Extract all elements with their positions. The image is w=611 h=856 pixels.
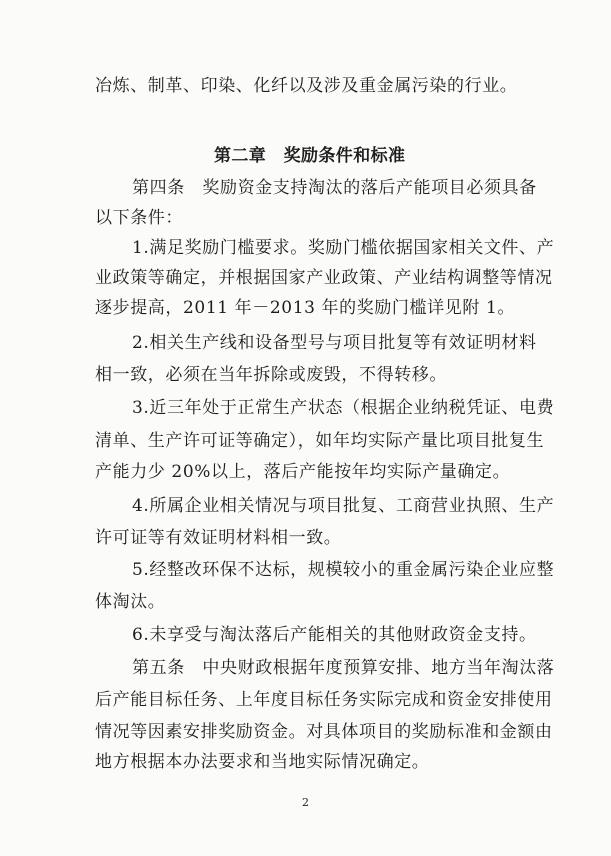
- chapter-heading: 第二章 奖励条件和标准: [214, 146, 406, 166]
- condition-3-line-2: 清单、生产许可证等确定），如年均实际产量比项目批复生: [95, 431, 545, 451]
- condition-4-line-2: 许可证等有效证明材料相一致。: [95, 528, 342, 548]
- article-4-line-2: 以下条件：: [95, 208, 183, 228]
- condition-2-line-1: 2.相关生产线和设备型号与项目批复等有效证明材料: [132, 333, 537, 353]
- condition-1-line-3: 逐步提高，2011 年－2013 年的奖励门槛详见附 1。: [95, 298, 515, 318]
- condition-5-line-1: 5.经整改环保不达标，规模较小的重金属污染企业应整: [132, 560, 555, 580]
- article-5-line-3: 情况等因素安排奖励资金。对具体项目的奖励标准和金额由: [95, 722, 553, 742]
- condition-1-line-2: 业政策等确定，并根据国家产业政策、产业结构调整等情况: [95, 268, 553, 288]
- article-5-line-2: 后产能目标任务、上年度目标任务实际完成和资金安排使用: [95, 690, 553, 710]
- condition-1-line-1: 1.满足奖励门槛要求。奖励门槛依据国家相关文件、产: [132, 238, 555, 258]
- condition-5-line-2: 体淘汰。: [95, 592, 166, 612]
- text-line-1: 冶炼、制革、印染、化纤以及涉及重金属污染的行业。: [95, 76, 518, 96]
- condition-3-line-3: 产能力少 20%以上，落后产能按年均实际产量确定。: [95, 462, 511, 482]
- article-5-line-1: 第五条 中央财政根据年度预算安排、地方当年淘汰落: [132, 658, 555, 678]
- condition-4-line-1: 4.所属企业相关情况与项目批复、工商营业执照、生产: [132, 496, 555, 516]
- condition-6-line-1: 6.未享受与淘汰落后产能相关的其他财政资金支持。: [132, 625, 537, 645]
- page-number: 2: [302, 796, 309, 809]
- condition-3-line-1: 3.近三年处于正常生产状态（根据企业纳税凭证、电费: [132, 398, 555, 418]
- article-4-line-1: 第四条 奖励资金支持淘汰的落后产能项目必须具备: [132, 178, 537, 198]
- condition-2-line-2: 相一致，必须在当年拆除或废毁，不得转移。: [95, 365, 447, 385]
- article-5-line-4: 地方根据本办法要求和当地实际情况确定。: [95, 752, 430, 772]
